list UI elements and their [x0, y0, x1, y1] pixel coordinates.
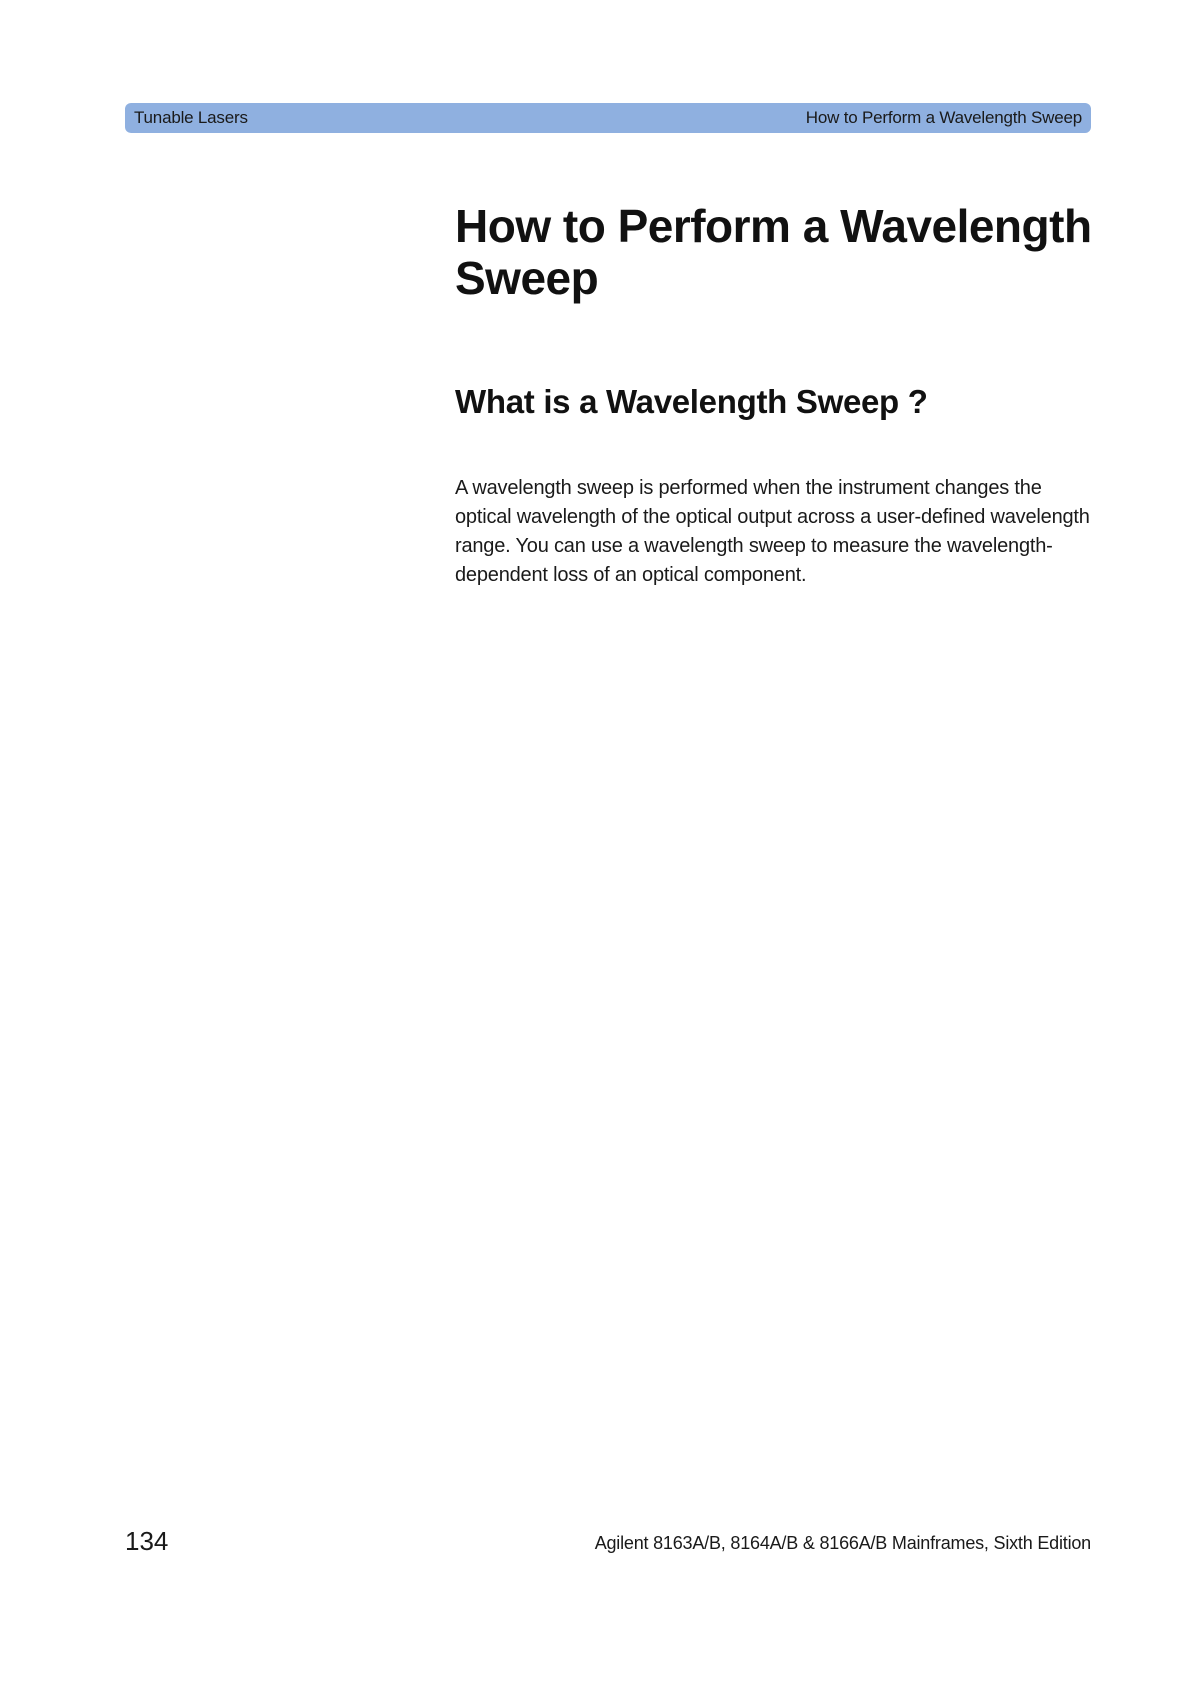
- main-content: [455, 200, 1095, 590]
- section-heading: What is a Wavelength Sweep ?: [455, 383, 928, 420]
- page-number: 134: [125, 1526, 169, 1556]
- running-header: [125, 103, 1091, 133]
- header-section-title: How to Perform a Wavelength Sweep: [805, 108, 1082, 127]
- body-paragraph: A wavelength sweep is performed when the instrument changes the optical wavelength of the optical output across a user-defined wavelength range. You can use a wavelength sweep to measure the wavelength-dependent loss of an optical component.: [455, 477, 1090, 586]
- page-title: How to Perform a Wavelength Sweep: [455, 200, 1092, 304]
- footer-publication-title: Agilent 8163A/B, 8164A/B & 8166A/B Mainframes, Sixth Edition: [594, 1533, 1091, 1553]
- header-chapter-title: Tunable Lasers: [134, 108, 248, 127]
